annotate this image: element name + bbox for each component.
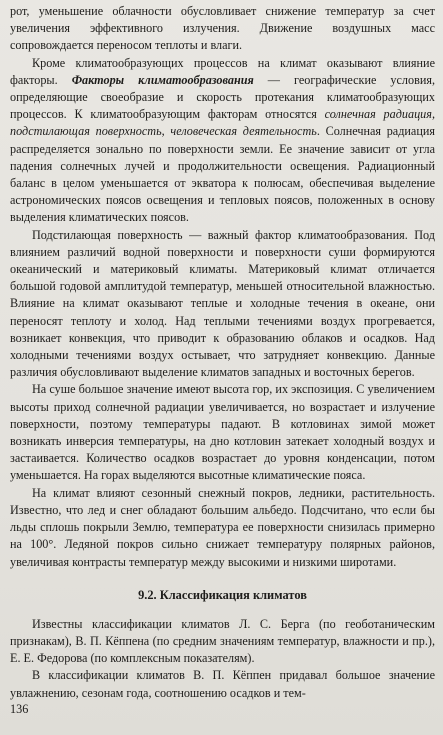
paragraph-3: Подстилающая поверхность — важный фактор климатообразования. Под влиянием различий водной поверхности и поверхности суши формируются океанический и материковый климаты. Материковый климат отличается большой годовой амплитудой температур, меньшей относительной влажностью. Влияние на климат оказывают теплые и холодные течения в океане, они переносят теплоту и холод. Над теплыми течениями воздух прогревается, возникает конвекция, что приводит к образованию облаков и осадков. Над холодными течениями воздух остывает, что затрудняет конвекцию. Данные различия обусловливают выделение климатов западных и восточных берегов.	[10, 227, 435, 380]
paragraph-2-intro: Кроме климатообразующих процессов на климат оказывают влияние факторы.	[10, 55, 435, 87]
paragraph-7: В классификации климатов В. П. Кёппен придавал большое значение увлажнению, сезонам года, соотношению осадков и тем-	[10, 668, 435, 700]
paragraph-2	[10, 55, 435, 227]
page-number: 136	[10, 702, 29, 716]
paragraph-5: На климат влияют сезонный снежный покров, ледники, растительность. Известно, что лед и снег обладают большим альбедо. Подсчитано, что если бы льды сплошь покрыли Землю, температура ее поверхности снизилась примерно на 100°. Ледяной покров сильно снижает температуру полярных районов, увеличивая контрасты температур между высокими и низкими широтами.	[10, 485, 435, 569]
paragraph-1: рот, уменьшение облачности обусловливает снижение температур за счет увеличения эффективного излучения. Движение воздушных масс сопровождается переносом теплоты и влаги.	[10, 4, 435, 53]
paragraph-6: Известны классификации климатов Л. С. Берга (по геоботаническим признакам), В. П. Кёппена (по средним значениям температур, влажности и пр.), Е. Е. Федорова (по комплексным показателям).	[10, 616, 435, 666]
paragraph-2-rest: . Солнечная радиация распределяется зонально по поверхности земли. Ее значение зависит от угла падения солнечных лучей и продолжительности освещения. Радиационный баланс в целом уменьшается от экватора к полюсам, обеспечивая выделение астрономических поясов освещения и тепловых поясов, положенных в основу выделения климатических поясов.	[10, 124, 435, 225]
paragraph-2-definition: — географические условия, определяющие своеобразие и скорость протекания климатообразующих процессов. К климатообразующим факторам относятся	[10, 72, 436, 122]
term-climate-factors: Факторы климатообразования	[71, 72, 254, 87]
section-heading: 9.2. Классификация климатов	[138, 587, 307, 602]
paragraph-4: На суше большое значение имеют высота гор, их экспозиция. С увеличением высоты приход солнечной радиации увеличивается, но возрастает и излучение поверхности, поэтому температуры падают. В котловинах зимой может возникать инверсия температуры, на дно котловин затекает холодный воздух и застаивается. Количество осадков возрастает до уровня конденсации, потом уменьшается. На горах выделяются высотные климатические пояса.	[10, 382, 435, 483]
factors-list: солнечная радиация, подстилающая поверхность, человеческая деятельность	[10, 107, 435, 139]
